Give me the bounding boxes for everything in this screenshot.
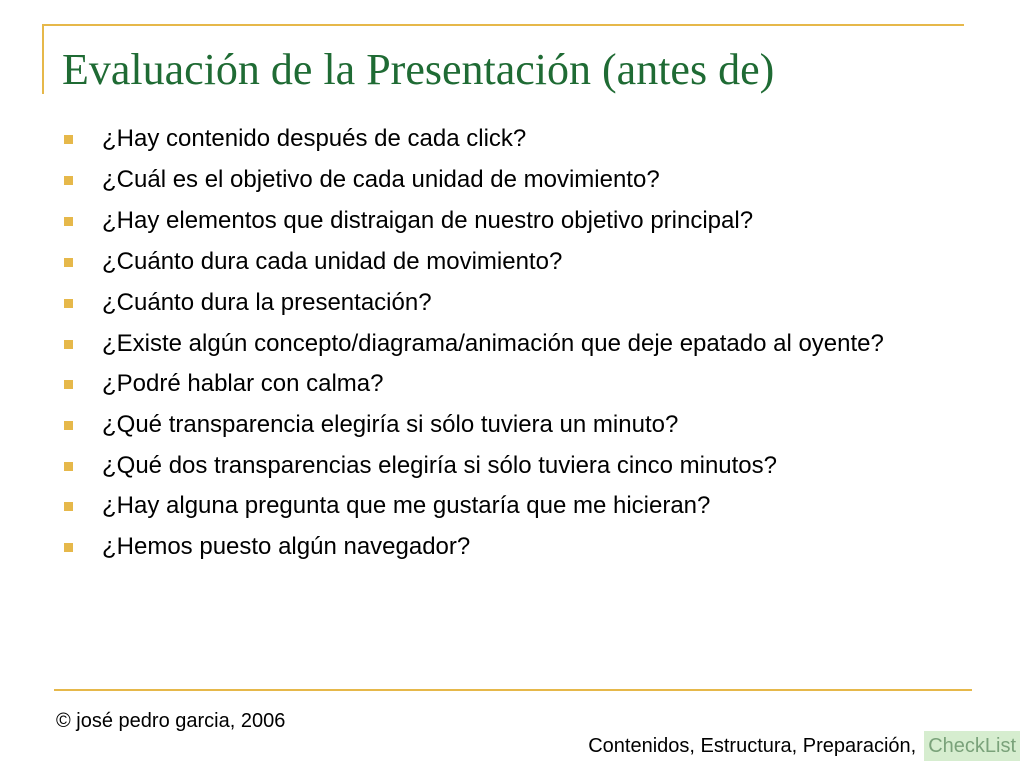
section-navigation (588, 731, 1020, 761)
bullet-item (60, 286, 980, 320)
bullet-text: ¿Hay elementos que distraigan de nuestro objetivo principal? (102, 207, 754, 234)
bullet-item (60, 204, 980, 238)
bullet-square-icon (64, 299, 73, 308)
title-accent-top-line (42, 24, 964, 26)
bullet-item (60, 122, 980, 156)
bullet-text: ¿Hay contenido después de cada click? (102, 125, 527, 152)
bullet-square-icon (64, 176, 73, 185)
bullet-text: ¿Qué transparencia elegiría si sólo tuviera un minuto? (102, 411, 679, 438)
slide-title: Evaluación de la Presentación (antes de) (62, 45, 775, 94)
bullet-item (60, 367, 980, 401)
bullet-text: ¿Existe algún concepto/diagrama/animación que deje epatado al oyente? (102, 330, 884, 357)
bullet-text: ¿Podré hablar con calma? (102, 370, 384, 397)
bullet-text: ¿Cuánto dura cada unidad de movimiento? (102, 248, 563, 275)
bullet-square-icon (64, 258, 73, 267)
bullet-item (60, 327, 980, 360)
section-nav-current-checklist[interactable]: CheckList (924, 731, 1020, 761)
bullet-item (60, 408, 980, 442)
bullet-square-icon (64, 135, 73, 144)
bullet-item (60, 163, 980, 197)
bullet-square-icon (64, 340, 73, 349)
bullet-square-icon (64, 543, 73, 552)
copyright-text: © josé pedro garcia, 2006 (56, 710, 286, 732)
bullet-square-icon (64, 421, 73, 430)
bullet-text: ¿Cuánto dura la presentación? (102, 289, 432, 316)
bullet-text: ¿Hemos puesto algún navegador? (102, 533, 471, 560)
bullet-item (60, 449, 980, 482)
section-nav-links[interactable]: Contenidos, Estructura, Preparación, (588, 735, 917, 757)
bullet-text: ¿Cuál es el objetivo de cada unidad de movimiento? (102, 166, 660, 193)
bullet-list (60, 122, 980, 571)
bullet-square-icon (64, 462, 73, 471)
bullet-text: ¿Hay alguna pregunta que me gustaría que me hicieran? (102, 492, 711, 519)
title-accent-left-line (42, 24, 44, 94)
bullet-square-icon (64, 502, 73, 511)
bullet-text: ¿Qué dos transparencias elegiría si sólo tuviera cinco minutos? (102, 452, 777, 479)
bullet-square-icon (64, 217, 73, 226)
bullet-square-icon (64, 380, 73, 389)
bullet-item (60, 245, 980, 279)
footer-divider-line (54, 689, 972, 691)
bullet-item (60, 489, 980, 523)
bullet-item (60, 530, 980, 564)
